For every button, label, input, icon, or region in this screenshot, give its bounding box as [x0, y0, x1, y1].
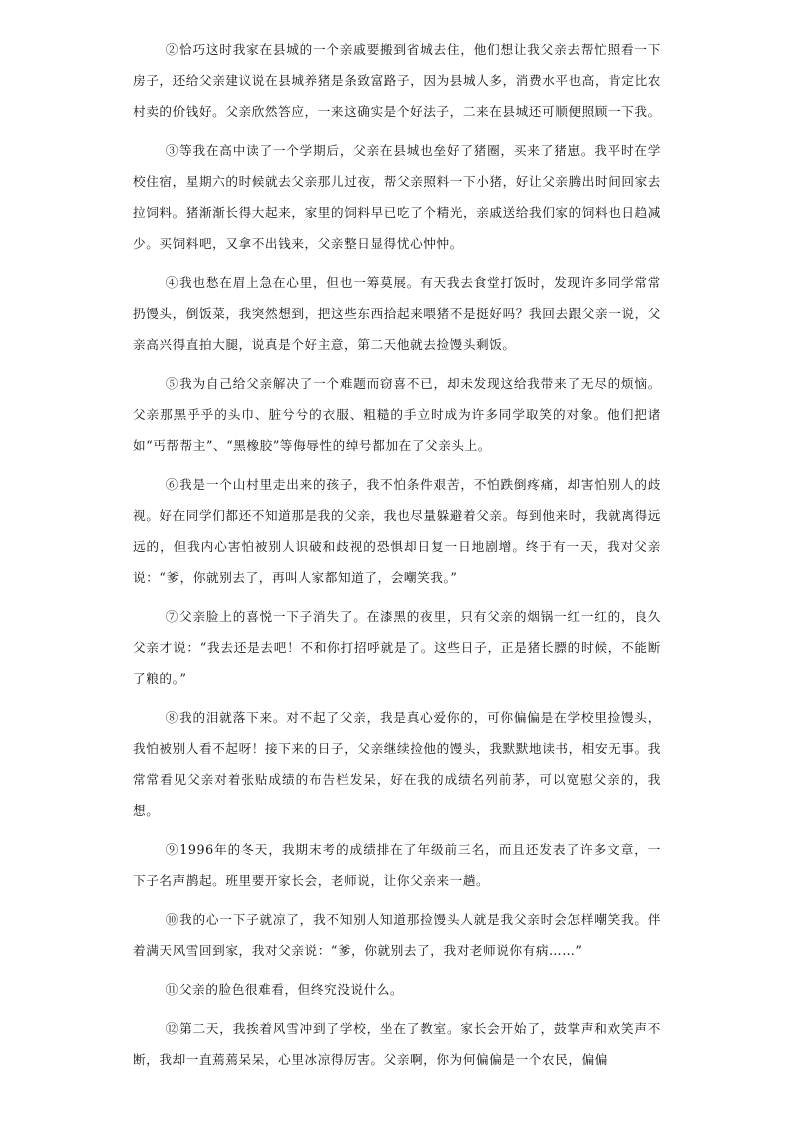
- paragraph-9: ⑨1996年的冬天，我期末考的成绩排在了年级前三名，而且还发表了许多文章，一下子名声鹊起。班里要开家长会，老师说，让你父亲来一趟。: [133, 842, 661, 888]
- paragraph-11: ⑪父亲的脸色很难看，但终究没说什么。: [165, 982, 404, 997]
- paragraph-6: ⑥我是一个山村里走出来的孩子，我不怕条件艰苦，不怕跌倒疼痛，却害怕别人的歧视。好在同学们都还不知道那是我的父亲，我也尽量躲避着父亲。每到他来时，我就离得远远的，但我内心害怕被别人识破和歧视的恐惧却日复一日地剧增。终于有一天，我对父亲说：“爹，你就别去了，再叫人家都知道了，会嘲笑我。”: [133, 477, 661, 585]
- paragraph-7: ⑦父亲脸上的喜悦一下子消失了。在漆黑的夜里，只有父亲的烟锅一红一红的，良久父亲才说：“我去还是去吧！不和你打招呼就是了。这些日子，正是猪长膘的时候，不能断了粮的。”: [133, 609, 661, 686]
- paragraph-8: ⑧我的泪就落下来。对不起了父亲，我是真心爱你的，可你偏偏是在学校里捡馒头，我怕被别人看不起呀！接下来的日子，父亲继续捡他的馒头，我默默地读书，相安无事。我常常看见父亲对着张贴成绩的布告栏发呆，好在我的成绩名列前茅，可以宽慰父亲的，我想。: [133, 710, 661, 818]
- paragraph-2: ②恰巧这时我家在县城的一个亲戚要搬到省城去住，他们想让我父亲去帮忙照看一下房子，还给父亲建议说在县城养猪是条致富路子，因为县城人多，消费水平也高，肯定比农村卖的价钱好。父亲欣然答应，一来这确实是个好法子，二来在县城还可顺便照顾一下我。: [133, 42, 661, 119]
- paragraph-4: ④我也愁在眉上急在心里，但也一筹莫展。有天我去食堂打饭时，发现许多同学常常扔馒头，倒饭菜，我突然想到，把这些东西拾起来喂猪不是挺好吗？我回去跟父亲一说，父亲高兴得直拍大腿，说真是个好主意，第二天他就去捡馒头剩饭。: [133, 275, 661, 352]
- paragraph-3: ③等我在高中读了一个学期后，父亲在县城也垒好了猪圈，买来了猪崽。我平时在学校住宿，星期六的时候就去父亲那儿过夜，帮父亲照料一下小猪，好让父亲腾出时间回家去拉饲料。猪渐渐长得大起来，家里的饲料早已吃了个精光，亲戚送给我们家的饲料也日趋减少。买饲料吧，又拿不出钱来，父亲整日显得忧心忡忡。: [133, 143, 661, 251]
- paragraph-5: ⑤我为自己给父亲解决了一个难题而窃喜不已，却未发现这给我带来了无尽的烦恼。父亲那黑乎乎的头巾、脏兮兮的衣服、粗糙的手立时成为许多同学取笑的对象。他们把诸如“丐帮帮主”、“黑橡胶”等侮辱性的绰号都加在了父亲头上。: [133, 376, 661, 453]
- article-body: [133, 34, 661, 1083]
- paragraph-10: ⑩我的心一下子就凉了，我不知别人知道那捡馒头人就是我父亲时会怎样嘲笑我。伴着满天风雪回到家，我对父亲说：“爹，你就别去了，我对老师说你有病……”: [133, 912, 661, 958]
- paragraph-12: ⑫第二天，我挨着风雪冲到了学校，坐在了教室。家长会开始了，鼓掌声和欢笑声不断，我却一直蔫蔫呆呆，心里冰凉得厉害。父亲啊，你为何偏偏是一个农民，偏偏: [133, 1021, 661, 1067]
